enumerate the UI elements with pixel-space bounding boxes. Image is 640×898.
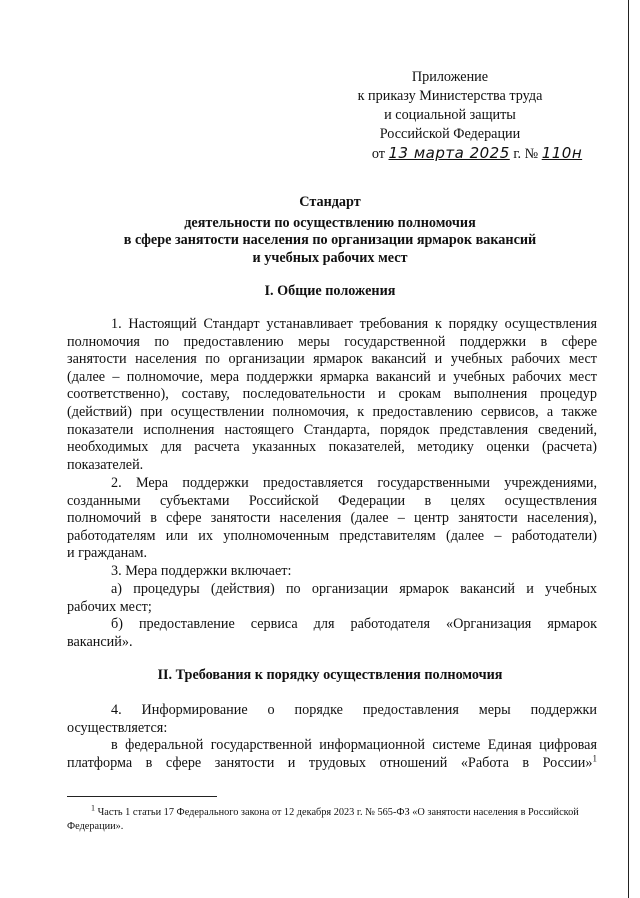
paragraph-4	[67, 581, 597, 616]
footnote-line	[67, 803, 602, 820]
document-subtitle-line: и учебных рабочих мест	[252, 249, 408, 266]
scan-edge-line	[628, 0, 629, 898]
paragraph-line: полномочий в сфере занятости населения (далее – центр занятости населения),	[67, 510, 597, 527]
paragraph-line: и гражданам.	[67, 545, 148, 562]
paragraph-line-text: платформа в сфере занятости и трудовых отношений «Работа в России»	[67, 754, 593, 771]
paragraph-line: а) процедуры (действия) по организации ярмарок вакансий и учебных	[111, 581, 597, 597]
paragraph-line: 2. Мера поддержки предоставляется государственными учреждениями,	[111, 475, 597, 491]
paragraph-1	[67, 316, 597, 474]
paragraph-line: работодателям или их уполномоченным представителям (далее – работодатели)	[67, 527, 597, 544]
paragraph-line: 4. Информирование о порядке предоставления меры поддержки	[111, 702, 597, 718]
order-line	[354, 144, 600, 164]
footnote-text: Часть 1 статьи 17 Федерального закона от 12 декабря 2023 г. № 565-ФЗ «О занятости населения в Российской	[97, 807, 579, 818]
paragraph-7	[67, 737, 597, 772]
paragraph-2	[67, 475, 597, 563]
appendix-block	[300, 68, 600, 164]
footnote-mark: 1	[91, 803, 95, 813]
footnote-separator	[67, 796, 217, 797]
appendix-ministry-line: Российской Федерации	[379, 126, 521, 142]
document-subtitle-line: в сфере занятости населения по организации ярмарок вакансий	[123, 232, 537, 248]
order-number-handwritten: 110н	[541, 144, 583, 162]
paragraph-line: осуществляется:	[67, 719, 168, 736]
paragraph-line: показателей.	[67, 456, 144, 473]
paragraph-line: (далее – полномочие, мера поддержки ярмарка вакансий и учебных рабочих мест	[67, 368, 597, 385]
document-title: Стандарт	[299, 194, 361, 210]
paragraph-line: 3. Мера поддержки включает:	[111, 563, 292, 579]
paragraph-3	[67, 563, 597, 581]
paragraph-line: (действий) при осуществлении полномочия, к предоставлению сервисов, а также	[67, 403, 597, 420]
paragraph-line	[67, 752, 597, 773]
order-prefix: от	[371, 146, 385, 162]
paragraph-line: вакансий».	[67, 633, 133, 650]
order-date-handwritten: 13 марта 2025	[388, 144, 510, 162]
appendix-ministry-line: к приказу Министерства труда	[357, 88, 543, 104]
section-2-heading: II. Требования к порядку осуществления полномочия	[157, 667, 503, 683]
paragraph-line: необходимых для расчета указанных показателей, методику оценки (расчета)	[67, 439, 597, 456]
document-title-block	[60, 194, 600, 267]
paragraph-line: полномочия по предоставлению меры государственной поддержки в сфере	[67, 333, 597, 350]
paragraph-line: б) предоставление сервиса для работодателя «Организация ярмарок	[111, 616, 597, 632]
paragraph-line: занятости населения по организации ярмарок вакансий и учебных рабочих мест	[67, 351, 597, 368]
document-subtitle-line: деятельности по осуществлению полномочия	[184, 214, 476, 231]
paragraph-line: 1. Настоящий Стандарт устанавливает требования к порядку осуществления	[111, 316, 597, 332]
paragraph-line: показатели исполнения настоящего Стандарта, порядок представления сведений,	[67, 421, 597, 438]
paragraph-line: рабочих мест;	[67, 598, 152, 615]
appendix-title: Приложение	[411, 69, 489, 85]
paragraph-5	[67, 616, 597, 651]
footnote-reference: 1	[592, 752, 597, 763]
footnote-line: Федерации».	[67, 821, 124, 832]
order-number-label: г. №	[513, 146, 539, 162]
appendix-ministry-line: и социальной защиты	[384, 107, 516, 123]
paragraph-line: соответственно), составу, последовательности и срокам выполнения процедур	[67, 386, 597, 403]
section-1-heading: I. Общие положения	[264, 283, 396, 299]
paragraph-line: созданными субъектами Российской Федерации в целях осуществления	[67, 492, 597, 509]
paragraph-line: в федеральной государственной информационной системе Единая цифровая	[111, 737, 597, 753]
paragraph-6	[67, 702, 597, 737]
footnote	[67, 803, 602, 834]
